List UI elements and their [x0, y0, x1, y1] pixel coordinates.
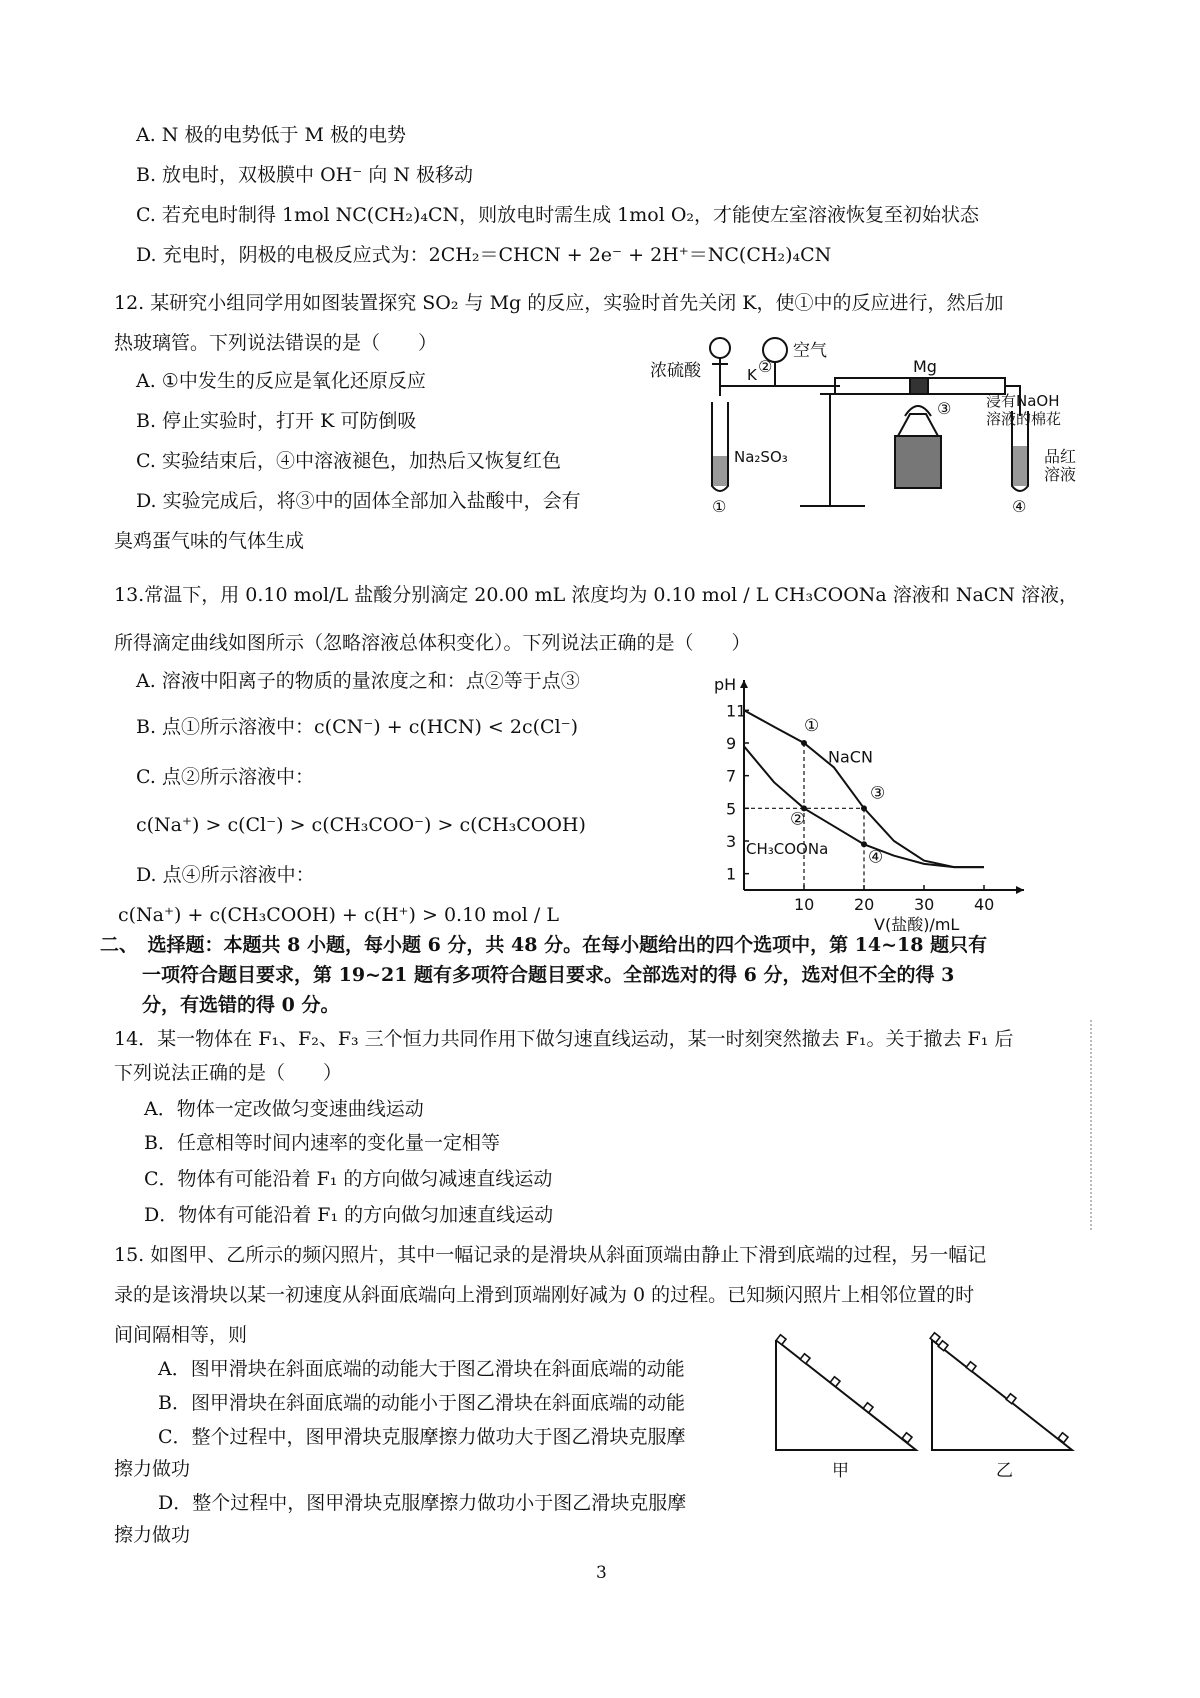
section2-line3: 分，有选错的得 0 分。 [142, 994, 340, 1016]
x-tick-label: 40 [974, 895, 995, 914]
q15-option-b: B．图甲滑块在斜面底端的动能小于图乙滑块在斜面底端的动能 [158, 1392, 685, 1414]
fig-label-3: ③ [937, 399, 952, 418]
fig-k-label: K [747, 366, 757, 384]
fig-label-1: ① [712, 497, 727, 516]
x-tick-label: 10 [794, 895, 815, 914]
fig-naoh-line2: 溶液的棉花 [986, 410, 1062, 428]
titration-point-label: ③ [870, 783, 886, 804]
fig-pinhong-line1: 品红 [1044, 447, 1077, 466]
section2-line1: 二、 选择题：本题共 8 小题，每小题 6 分，共 48 分。在每小题给出的四个选项中，第 14~18 题只有 [100, 934, 988, 956]
q13-option-c-expr: c(Na⁺) > c(Cl⁻) > c(CH₃COO⁻) > c(CH₃COOH) [136, 814, 586, 836]
q15-stem-line3: 间间隔相等，则 [114, 1324, 248, 1346]
y-tick-label: 7 [726, 766, 737, 786]
q14-option-c: C．物体有可能沿着 F₁ 的方向做匀减速直线运动 [144, 1168, 553, 1190]
q15-option-c-line2: 擦力做功 [114, 1458, 191, 1480]
x-tick-label: 20 [854, 895, 875, 914]
q13-option-a: A. 溶液中阳离子的物质的量浓度之和：点②等于点③ [136, 670, 580, 692]
q15-stem-line1: 15. 如图甲、乙所示的频闪照片，其中一幅记录的是滑块从斜面顶端由静止下滑到底端的过程，另一幅记 [114, 1244, 987, 1266]
q14-option-d: D．物体有可能沿着 F₁ 的方向做匀加速直线运动 [144, 1204, 554, 1226]
q13-stem-line2: 所得滴定曲线如图所示（忽略溶液总体积变化）。下列说法正确的是（ ） [114, 632, 751, 654]
q12-option-b: B. 停止实验时，打开 K 可防倒吸 [136, 410, 417, 432]
x-tick-label: 30 [914, 895, 935, 914]
fig-pinhong-line2: 溶液 [1044, 465, 1077, 484]
y-tick-label: 11 [726, 701, 747, 721]
q11-option-a: A. N 极的电势低于 M 极的电势 [136, 124, 406, 146]
fig-air-label: 空气 [793, 341, 827, 361]
q13-stem-line1: 13.常温下，用 0.10 mol/L 盐酸分别滴定 20.00 mL 浓度均为 0.10 mol / L CH₃COONa 溶液和 NaCN 溶液， [114, 584, 1078, 606]
titration-point-label: ② [790, 809, 806, 830]
y-tick-label: 5 [726, 799, 737, 819]
titration-point [861, 841, 867, 847]
section2-line2: 一项符合题目要求，第 19~21 题有多项符合题目要求。全部选对的得 6 分，选对但不全的得 3 [142, 964, 955, 986]
titration-point-label: ① [804, 716, 820, 736]
q12-option-d-line1: D. 实验完成后，将③中的固体全部加入盐酸中，会有 [136, 490, 581, 512]
q13-option-c: C. 点②所示溶液中： [136, 766, 314, 788]
q14-stem-line1: 14．某一物体在 F₁、F₂、F₃ 三个恒力共同作用下做匀速直线运动，某一时刻突然撤去 F₁。关于撤去 F₁ 后 [114, 1028, 1014, 1050]
y-tick-label: 3 [726, 832, 737, 851]
incline-label-yi: 乙 [996, 1461, 1013, 1481]
titration-chart [708, 672, 1038, 934]
y-axis-label: pH [714, 675, 737, 694]
q15-stem-line2: 录的是该滑块以某一初速度从斜面底端向上滑到顶端刚好减为 0 的过程。已知频闪照片上相邻位置的时 [114, 1284, 975, 1306]
y-axis-arrow [740, 680, 748, 688]
fig-concentrated-h2so4-label: 浓硫酸 [650, 361, 701, 381]
titration-point-label: ④ [868, 847, 884, 868]
q12-option-d-line2: 臭鸡蛋气味的气体生成 [114, 530, 305, 552]
q13-option-d-expr: c(Na⁺) + c(CH₃COOH) + c(H⁺) > 0.10 mol / L [118, 904, 559, 926]
x-axis-label: V(盐酸)/mL [874, 915, 960, 934]
dotted-margin-line [1090, 1020, 1092, 1230]
fig-label-4: ④ [1012, 497, 1027, 516]
q15-option-a: A．图甲滑块在斜面底端的动能大于图乙滑块在斜面底端的动能 [158, 1358, 685, 1380]
q13-option-b: B. 点①所示溶液中：c(CN⁻) + c(HCN) < 2c(Cl⁻) [136, 716, 579, 738]
series-label-nacn: NaCN [828, 747, 873, 767]
series-label-ch3coona: CH₃COONa [746, 840, 829, 859]
incline-figure-yi [928, 1330, 1078, 1480]
q14-stem-line2: 下列说法正确的是（ ） [114, 1062, 343, 1084]
titration-point [801, 740, 807, 746]
q14-option-a: A．物体一定改做匀变速曲线运动 [144, 1098, 424, 1120]
x-axis-arrow [1016, 886, 1024, 894]
q15-option-d-line1: D．整个过程中，图甲滑块克服摩擦力做功小于图乙滑块克服摩 [158, 1492, 687, 1514]
q15-option-d-line2: 擦力做功 [114, 1524, 191, 1546]
fig-na2so3-label: Na₂SO₃ [734, 448, 788, 466]
fig-mg-label: Mg [913, 357, 937, 376]
y-tick-label: 9 [726, 734, 737, 753]
q12-stem-line1: 12. 某研究小组同学用如图装置探究 SO₂ 与 Mg 的反应，实验时首先关闭 K，使①中的反应进行，然后加 [114, 292, 1004, 314]
q11-option-d: D. 充电时，阴极的电极反应式为：2CH₂＝CHCN + 2e⁻ + 2H⁺＝NC(CH₂)₄CN [136, 244, 832, 266]
page-number: 3 [596, 1563, 607, 1583]
q12-apparatus-figure [650, 336, 1077, 516]
titration-point [861, 805, 867, 811]
q11-option-b: B. 放电时，双极膜中 OH⁻ 向 N 极移动 [136, 164, 474, 186]
q11-option-c: C. 若充电时制得 1mol NC(CH₂)₄CN，则放电时需生成 1mol O₂，才能使左室溶液恢复至初始状态 [136, 204, 980, 226]
y-tick-label: 1 [726, 864, 737, 884]
incline-figure-jia [772, 1330, 922, 1480]
fig-naoh-line1: 浸有NaOH [986, 392, 1060, 410]
fig-label-2: ② [758, 357, 773, 376]
q13-option-d: D. 点④所示溶液中： [136, 864, 315, 886]
q15-option-c-line1: C．整个过程中，图甲滑块克服摩擦力做功大于图乙滑块克服摩 [158, 1426, 686, 1448]
q14-option-b: B．任意相等时间内速率的变化量一定相等 [144, 1132, 500, 1154]
q12-stem-line2: 热玻璃管。下列说法错误的是（ ） [114, 332, 438, 354]
incline-label-jia: 甲 [832, 1461, 849, 1481]
q12-option-c: C. 实验结束后，④中溶液褪色，加热后又恢复红色 [136, 450, 561, 472]
q12-option-a: A. ①中发生的反应是氧化还原反应 [136, 370, 426, 392]
